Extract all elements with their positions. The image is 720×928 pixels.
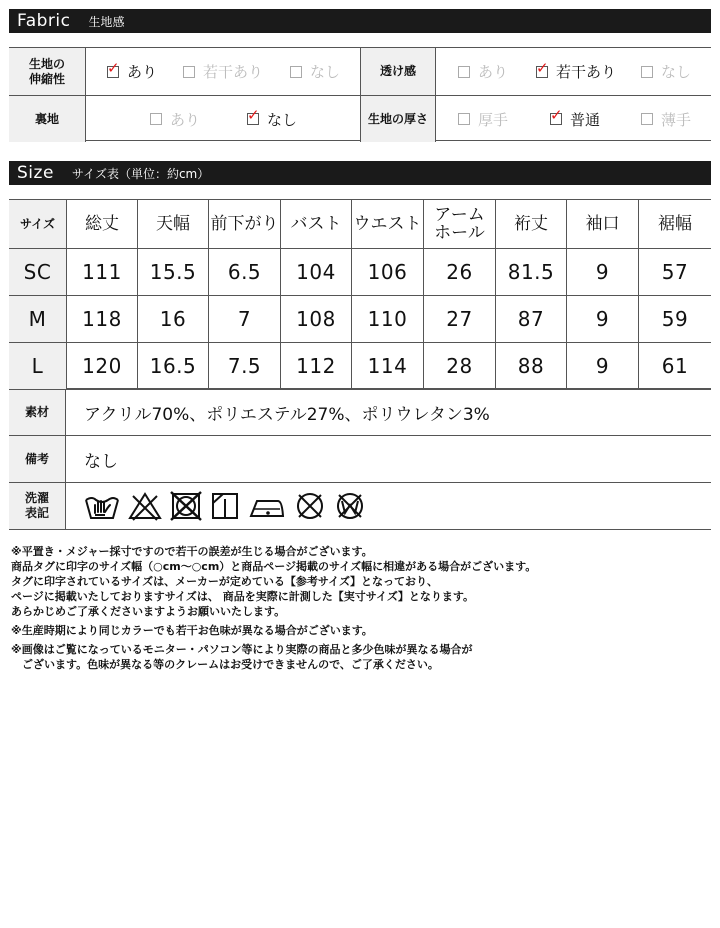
note-line: ページに掲載いたしておりますサイズは、 商品を実際に計測した【実寸サイズ】となります。 bbox=[11, 590, 474, 603]
fabric-title: Fabric bbox=[17, 11, 71, 31]
table-cell: 15.5 bbox=[138, 249, 209, 295]
no-dry-clean-icon bbox=[294, 491, 326, 521]
material-value: アクリル70%、ポリエステル27%、ポリウレタン3% bbox=[84, 405, 490, 425]
table-cell: 28 bbox=[424, 343, 496, 389]
table-row bbox=[9, 249, 711, 295]
hand-wash-40-icon bbox=[84, 491, 120, 521]
stretch-option-yes: ✓ あり bbox=[107, 58, 158, 81]
header-armhole: アーム ホール bbox=[424, 200, 496, 248]
table-cell: 9 bbox=[567, 249, 639, 295]
stretch-option-slight: 若干あり bbox=[183, 48, 263, 95]
checkbox-icon bbox=[550, 106, 563, 125]
no-tumble-dry-icon bbox=[170, 491, 202, 521]
checkbox-icon bbox=[290, 66, 302, 78]
table-cell: 106 bbox=[352, 249, 424, 295]
table-row bbox=[9, 343, 711, 389]
care-symbols bbox=[66, 483, 711, 529]
lining-label: 裏地 bbox=[9, 96, 85, 142]
header-hem-width: 裾幅 bbox=[658, 214, 692, 234]
size-subtitle: サイズ表（単位：約cm） bbox=[71, 166, 210, 181]
table-cell: 88 bbox=[496, 343, 567, 389]
checkbox-icon bbox=[458, 66, 470, 78]
table-cell: 108 bbox=[281, 296, 352, 342]
fabric-subtitle: 生地感 bbox=[88, 14, 125, 29]
checkbox-icon bbox=[641, 66, 653, 78]
table-cell: 6.5 bbox=[209, 249, 281, 295]
header-top-width: 天幅 bbox=[138, 200, 209, 248]
checkmark-icon: ✓ bbox=[536, 58, 549, 77]
header-size: サイズ bbox=[9, 200, 67, 248]
table-cell: 114 bbox=[352, 343, 424, 389]
table-row bbox=[9, 296, 711, 342]
header-front-drop: 前下がり bbox=[209, 200, 281, 248]
checkbox-icon bbox=[183, 66, 195, 78]
thickness-label: 生地の厚さ bbox=[361, 96, 435, 142]
table-cell: 112 bbox=[281, 343, 352, 389]
checkmark-icon: ✓ bbox=[107, 58, 120, 77]
sheer-option-yes: あり bbox=[458, 48, 508, 95]
table-cell: 61 bbox=[661, 354, 689, 378]
sheer-option-slight: ✓ 若干あり bbox=[536, 58, 617, 81]
size-label: SC bbox=[9, 249, 67, 295]
drip-dry-shade-icon bbox=[210, 491, 240, 521]
size-table-header-row bbox=[9, 200, 711, 248]
size-section-header bbox=[9, 161, 711, 185]
table-cell: 87 bbox=[496, 296, 567, 342]
table-cell: 7 bbox=[209, 296, 281, 342]
table-cell: 59 bbox=[661, 307, 689, 331]
thickness-option-thick: 厚手 bbox=[458, 96, 508, 142]
lining-option-no: ✓ なし bbox=[247, 106, 298, 129]
header-waist: ウエスト bbox=[352, 200, 424, 248]
stretch-label: 生地の 伸縮性 bbox=[9, 48, 85, 95]
table-cell: 120 bbox=[67, 343, 138, 389]
material-label: 素材 bbox=[9, 390, 66, 435]
checkbox-icon bbox=[458, 113, 470, 125]
size-title: Size bbox=[17, 163, 54, 183]
table-cell: 118 bbox=[67, 296, 138, 342]
table-cell: 16 bbox=[138, 296, 209, 342]
checkmark-icon: ✓ bbox=[247, 106, 260, 124]
sheer-label: 透け感 bbox=[361, 48, 435, 95]
header-cuff: 袖口 bbox=[567, 200, 639, 248]
care-row bbox=[9, 483, 711, 530]
fabric-row bbox=[9, 48, 711, 96]
size-label: L bbox=[9, 343, 67, 389]
checkbox-icon bbox=[150, 113, 162, 125]
checkbox-icon bbox=[107, 58, 120, 78]
table-cell: 57 bbox=[661, 260, 689, 284]
table-cell: 7.5 bbox=[209, 343, 281, 389]
header-sleeve-length: 裄丈 bbox=[496, 200, 567, 248]
table-cell: 110 bbox=[352, 296, 424, 342]
table-cell: 9 bbox=[567, 296, 639, 342]
note-line: ございます。色味が異なる等のクレームはお受けできませんので、ご了承ください。 bbox=[11, 658, 439, 671]
table-cell: 16.5 bbox=[138, 343, 209, 389]
header-bust: バスト bbox=[281, 200, 352, 248]
material-row bbox=[9, 389, 711, 436]
note-line: ※生産時期により同じカラーでも若干お色味が異なる場合がございます。 bbox=[11, 624, 373, 637]
fabric-table bbox=[9, 47, 711, 141]
remarks-label: 備考 bbox=[9, 436, 66, 482]
note-line: ※平置き・メジャー採寸ですので若干の誤差が生じる場合がございます。 bbox=[11, 545, 373, 558]
fabric-section-header bbox=[9, 9, 711, 33]
notes bbox=[11, 544, 711, 672]
table-cell: 27 bbox=[424, 296, 496, 342]
table-cell: 81.5 bbox=[496, 249, 567, 295]
thickness-option-thin: 薄手 bbox=[641, 96, 691, 142]
note-line: 商品タグに印字のサイズ幅（○cm〜○cm）と商品ページ掲載のサイズ幅に相違がある場合がございます。 bbox=[11, 560, 537, 573]
sheer-option-no: なし bbox=[641, 48, 691, 95]
table-cell: 9 bbox=[567, 343, 639, 389]
table-cell: 26 bbox=[424, 249, 496, 295]
remarks-value: なし bbox=[84, 451, 118, 472]
size-table bbox=[9, 199, 711, 389]
no-wet-clean-icon bbox=[334, 491, 366, 521]
checkmark-icon: ✓ bbox=[550, 106, 563, 124]
thickness-option-normal: ✓ 普通 bbox=[550, 106, 601, 129]
stretch-option-no: なし bbox=[290, 48, 340, 95]
note-line: タグに印字されているサイズは、メーカーが定めている【参考サイズ】となっており、 bbox=[11, 575, 439, 588]
table-cell: 111 bbox=[67, 249, 138, 295]
fabric-row bbox=[9, 96, 711, 142]
note-line: ※画像はご覧になっているモニター・パソコン等により実際の商品と多少色味が異なる場合が bbox=[11, 643, 473, 656]
table-cell: 104 bbox=[281, 249, 352, 295]
checkbox-icon bbox=[536, 58, 549, 78]
no-bleach-icon bbox=[128, 491, 162, 521]
remarks-row bbox=[9, 436, 711, 483]
care-label: 洗濯 表記 bbox=[9, 483, 66, 529]
size-label: M bbox=[9, 296, 67, 342]
iron-low-icon bbox=[248, 491, 286, 521]
header-total-length: 総丈 bbox=[67, 200, 138, 248]
note-line: あらかじめご了承くださいますようお願いいたします。 bbox=[11, 605, 286, 618]
checkbox-icon bbox=[641, 113, 653, 125]
checkbox-icon bbox=[247, 106, 260, 125]
lining-option-yes: あり bbox=[150, 96, 200, 142]
